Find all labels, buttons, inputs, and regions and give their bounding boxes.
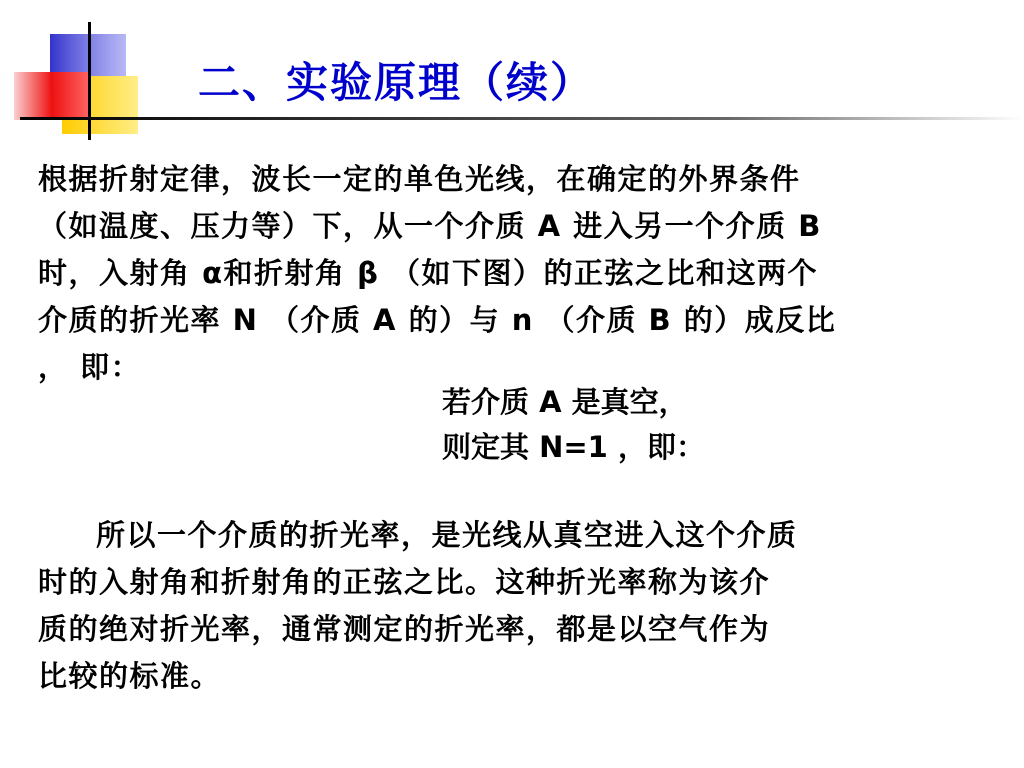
paragraph-line: 根据折射定律，波长一定的单色光线，在确定的外界条件 xyxy=(38,162,801,196)
note-line: 若介质 A 是真空， xyxy=(442,385,688,419)
paragraph-line: 比较的标准。 xyxy=(38,659,222,693)
paragraph-line: （如温度、压力等）下，从一个介质 A 进入另一个介质 B xyxy=(38,209,822,243)
absolute-index-paragraph xyxy=(38,512,798,700)
note-line: 则定其 N=1 ，即： xyxy=(442,430,705,464)
paragraph-line: 时，入射角 α和折射角 β （如下图）的正弦之比和这两个 xyxy=(38,256,818,290)
paragraph-line: 质的绝对折光率，通常测定的折光率，都是以空气作为 xyxy=(38,612,771,646)
vertical-rule xyxy=(88,22,91,140)
paragraph-line: 所以一个介质的折光率，是光线从真空进入这个介质 xyxy=(96,518,798,552)
refraction-law-paragraph xyxy=(38,156,836,391)
paragraph-line: ， 即： xyxy=(38,350,142,384)
paragraph-line: 时的入射角和折射角的正弦之比。这种折光率称为该介 xyxy=(38,565,771,599)
red-square xyxy=(14,72,90,120)
slide-title: 二、实验原理（续） xyxy=(198,58,595,107)
paragraph-line: 介质的折光率 N （介质 A 的）与 n （介质 B 的）成反比 xyxy=(38,303,837,337)
horizontal-rule xyxy=(20,117,1024,120)
vacuum-note xyxy=(442,380,705,470)
